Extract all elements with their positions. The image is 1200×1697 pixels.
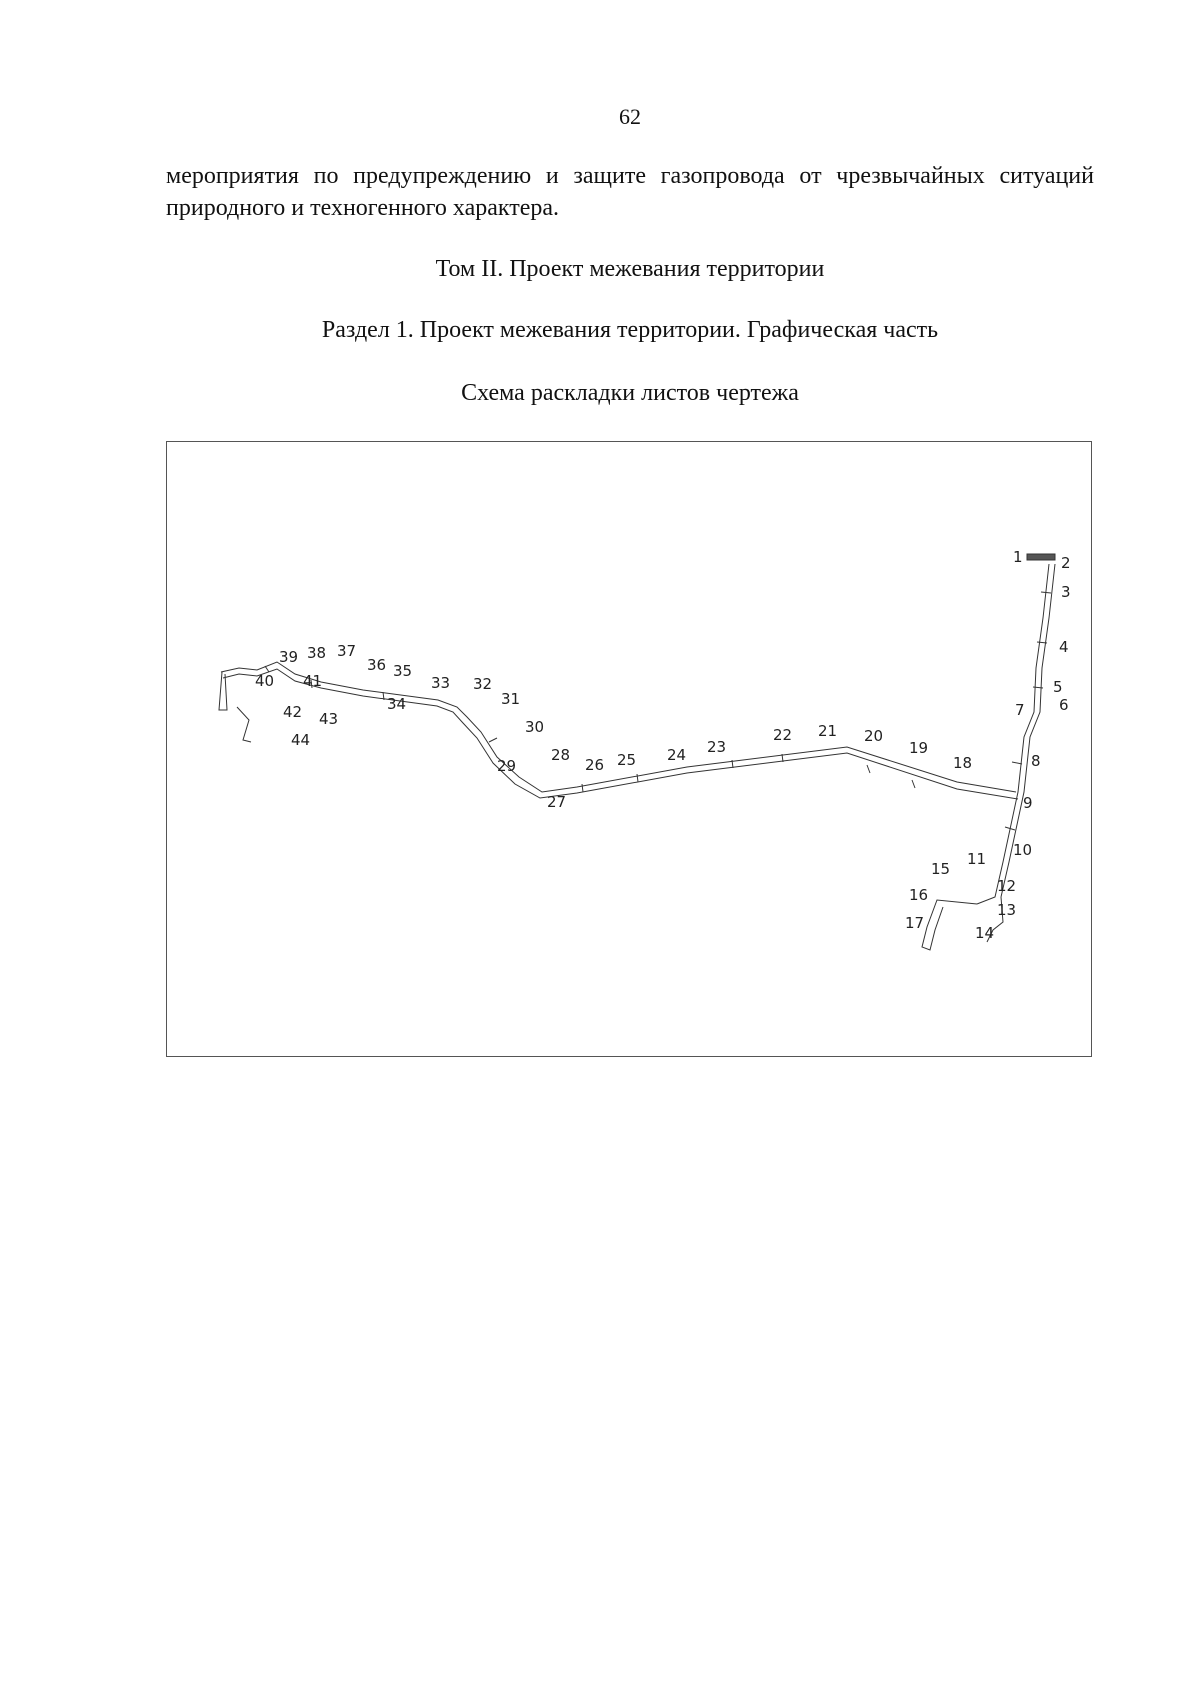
sheet-label-33: 33	[431, 674, 451, 692]
section-heading: Раздел 1. Проект межевания территории. Графическая часть	[321, 317, 939, 343]
sheet-label-5: 5	[1053, 678, 1063, 696]
sheet-label-7: 7	[1015, 701, 1025, 719]
scheme-title: Схема раскладки листов чертежа	[461, 380, 799, 406]
sheet-labels	[255, 548, 1071, 942]
sheet-label-11: 11	[967, 850, 987, 868]
sheet-label-39: 39	[279, 648, 299, 666]
sheet-label-18: 18	[953, 754, 973, 772]
sheet-label-12: 12	[997, 877, 1017, 895]
sheet-label-3: 3	[1061, 583, 1071, 601]
sheet-1-marker	[1027, 554, 1055, 560]
sheet-label-27: 27	[547, 793, 567, 811]
sheet-label-19: 19	[909, 739, 929, 757]
sheet-label-31: 31	[501, 690, 521, 708]
sheet-label-14: 14	[975, 924, 995, 942]
sheet-label-6: 6	[1059, 696, 1069, 714]
body-paragraph: мероприятия по предупреждению и защите газопровода от чрезвычайных ситуаций природного и техногенного характера.	[166, 163, 1094, 221]
sheet-label-40: 40	[255, 672, 275, 690]
sheet-label-32: 32	[473, 675, 493, 693]
sheet-label-29: 29	[497, 757, 517, 775]
sheet-division-ticks	[265, 592, 1051, 830]
sheet-layout-scheme	[166, 441, 1092, 1057]
sheet-label-24: 24	[667, 746, 687, 764]
sheet-label-35: 35	[393, 662, 413, 680]
sheet-label-44: 44	[291, 731, 311, 749]
sheet-label-17: 17	[905, 914, 925, 932]
sheet-label-9: 9	[1023, 794, 1033, 812]
sheet-label-38: 38	[307, 644, 327, 662]
volume-heading: Том II. Проект межевания территории	[435, 256, 825, 282]
sheet-label-22: 22	[773, 726, 793, 744]
sheet-label-23: 23	[707, 738, 727, 756]
sheet-label-36: 36	[367, 656, 387, 674]
pipeline-route	[219, 564, 1055, 950]
sheet-label-30: 30	[525, 718, 545, 736]
sheet-label-1: 1	[1013, 548, 1023, 566]
sheet-label-26: 26	[585, 756, 605, 774]
sheet-label-28: 28	[551, 746, 571, 764]
sheet-label-8: 8	[1031, 752, 1041, 770]
sheet-label-10: 10	[1013, 841, 1033, 859]
sheet-label-43: 43	[319, 710, 339, 728]
sheet-label-21: 21	[818, 722, 838, 740]
page-number: 62	[619, 104, 641, 129]
sheet-label-20: 20	[864, 727, 884, 745]
sheet-label-37: 37	[337, 642, 357, 660]
sheet-label-4: 4	[1059, 638, 1069, 656]
sheet-label-2: 2	[1061, 554, 1071, 572]
sheet-label-34: 34	[387, 695, 407, 713]
sheet-label-16: 16	[909, 886, 929, 904]
sheet-label-13: 13	[997, 901, 1017, 919]
sheet-label-15: 15	[931, 860, 951, 878]
sheet-label-42: 42	[283, 703, 303, 721]
sheet-label-41: 41	[303, 672, 323, 690]
sheet-label-25: 25	[617, 751, 637, 769]
pipeline-route-drawing	[167, 442, 1093, 1058]
